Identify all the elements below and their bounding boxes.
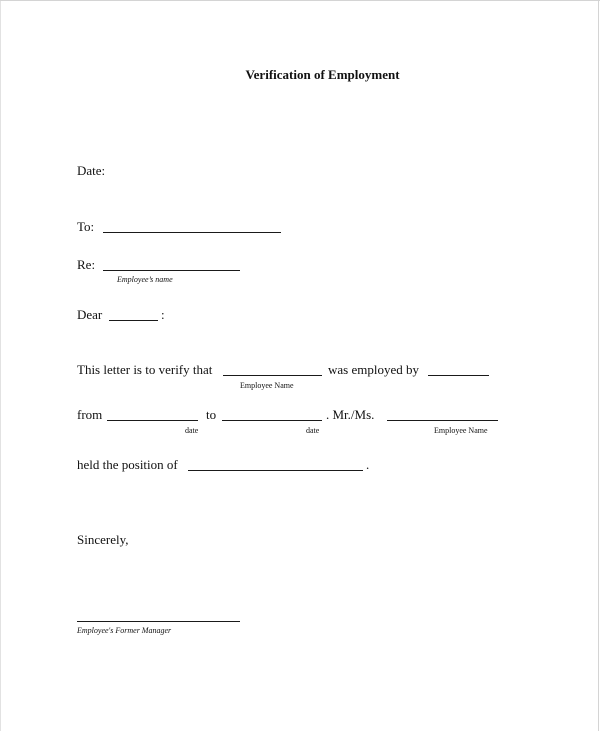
to-connector: to xyxy=(206,407,217,422)
salutation-blank-line xyxy=(109,320,158,321)
date-label: Date: xyxy=(77,163,106,178)
verify-text: This letter is to verify that xyxy=(77,362,213,377)
mr-ms-blank-line xyxy=(387,420,498,421)
signature-line xyxy=(77,621,240,622)
end-date-caption: date xyxy=(306,426,320,435)
page-right-edge xyxy=(598,1,599,731)
employee-name-caption-2: Employee Name xyxy=(434,426,488,435)
start-date-blank-line xyxy=(107,420,198,421)
mr-ms-label: . Mr./Ms. xyxy=(326,407,375,422)
employee-blank-line xyxy=(223,375,322,376)
from-label: from xyxy=(77,407,103,422)
position-blank-line xyxy=(188,470,363,471)
manager-caption: Employee's Former Manager xyxy=(77,626,172,635)
to-label: To: xyxy=(77,219,95,234)
document-title: Verification of Employment xyxy=(245,67,400,82)
position-period: . xyxy=(366,457,370,472)
employee-name-blank-line xyxy=(103,270,240,271)
employer-blank-line xyxy=(428,375,489,376)
start-date-caption: date xyxy=(185,426,199,435)
employee-name-label: Employee Name xyxy=(240,381,294,390)
employed-by-text: was employed by xyxy=(328,362,419,377)
dear-label: Dear xyxy=(77,307,103,322)
sincerely-closing: Sincerely, xyxy=(77,532,129,547)
employee-name-caption: Employee’s name xyxy=(117,275,173,284)
held-position-text: held the position of xyxy=(77,457,178,472)
page-left-edge xyxy=(0,1,1,731)
end-date-blank-line xyxy=(222,420,322,421)
recipient-blank-line xyxy=(103,232,281,233)
re-label: Re: xyxy=(77,257,96,272)
dear-colon: : xyxy=(161,307,165,322)
